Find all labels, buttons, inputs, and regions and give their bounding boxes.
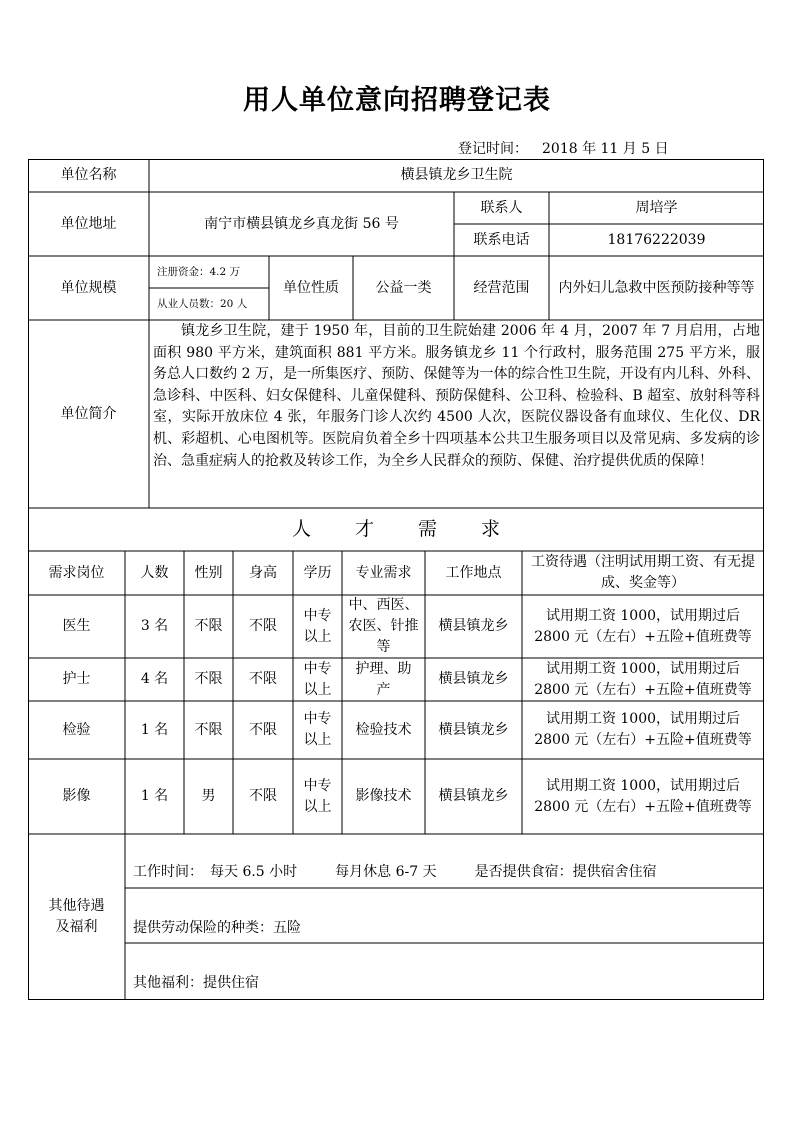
row4-major: 影像技术 (355, 788, 412, 804)
row1-height: 不限 (249, 618, 277, 634)
header-major: 专业需求 (355, 564, 412, 581)
header-height: 身高 (249, 564, 277, 581)
contact-phone-label: 联系电话 (473, 231, 530, 248)
row2-location: 横县镇龙乡 (438, 671, 509, 687)
staff-count: 从业人员数：20 人 (157, 297, 248, 310)
row3-pay: 试用期工资 1000，试用期过后 2800 元（左右）+五险+值班费等 (534, 711, 752, 748)
unit-intro-label: 单位简介 (60, 405, 117, 422)
row3-count: 1 名 (140, 721, 169, 738)
row2-education: 中专以上 (303, 660, 332, 698)
row2-pay: 试用期工资 1000，试用期过后 2800 元（左右）+五险+值班费等 (534, 660, 752, 698)
business-scope-label: 经营范围 (473, 279, 530, 296)
header-count: 人数 (140, 564, 169, 581)
work-time: 工作时间： 每天 6.5 小时 (133, 864, 298, 880)
unit-nature-value: 公益一类 (375, 279, 432, 296)
rest-days: 每月休息 6-7 天 (335, 864, 437, 880)
contact-person-label: 联系人 (480, 199, 523, 216)
row4-pay: 试用期工资 1000，试用期过后 2800 元（左右）+五险+值班费等 (534, 777, 752, 815)
unit-address-value: 南宁市横县镇龙乡真龙街 56 号 (204, 215, 399, 232)
registration-date (458, 138, 669, 158)
row3-location: 横县镇龙乡 (438, 721, 509, 738)
header-pay: 工资待遇（注明试用期工资、有无提成、奖金等） (531, 554, 755, 591)
page-title: 用人单位意向招聘登记表 (243, 85, 551, 116)
row4-height: 不限 (249, 788, 277, 804)
row2-gender: 不限 (194, 671, 223, 687)
row4-count: 1 名 (140, 788, 169, 804)
work-schedule-line (133, 861, 657, 881)
row2-height: 不限 (249, 671, 277, 687)
unit-scale-label: 单位规模 (60, 279, 117, 296)
row4-gender: 男 (201, 788, 216, 804)
registered-capital: 注册资金：4.2 万 (157, 265, 241, 278)
other-benefits-label: 其他待遇及福利 (48, 898, 105, 935)
row4-post: 影像 (62, 788, 91, 804)
row1-pay: 试用期工资 1000，试用期过后 2800 元（左右）+五险+值班费等 (534, 607, 752, 645)
row1-post: 医生 (62, 618, 91, 634)
unit-name-value: 横县镇龙乡卫生院 (400, 167, 513, 183)
row3-major: 检验技术 (355, 721, 412, 738)
row3-height: 不限 (249, 721, 277, 738)
contact-person-value: 周培学 (635, 199, 678, 216)
unit-nature-label: 单位性质 (283, 279, 339, 296)
row2-major: 护理、助产 (355, 660, 412, 698)
header-gender: 性别 (194, 564, 223, 581)
unit-name-label: 单位名称 (60, 167, 117, 183)
registration-date-value: 2018 年 11 月 5 日 (542, 141, 669, 157)
header-location: 工作地点 (445, 564, 502, 581)
row3-post: 检验 (62, 721, 91, 738)
row4-location: 横县镇龙乡 (438, 788, 509, 804)
row2-post: 护士 (62, 671, 91, 687)
header-post: 需求岗位 (48, 564, 105, 581)
row1-major: 中、西医、农医、针推等 (348, 597, 419, 655)
row2-count: 4 名 (140, 671, 169, 687)
contact-phone-value: 18176222039 (607, 231, 706, 248)
row1-gender: 不限 (194, 618, 223, 634)
unit-intro-text: 镇龙乡卫生院，建于 1950 年，目前的卫生院始建 2006 年 4 月，2007 年 7 月启用，占地面积 980 平方米，建筑面积 881 平方米。服务镇龙乡 11 个行政村，服务范围 275 平方米，服务总人口数约 2 万，是一所集医疗、预防、保健等为一体的综合性卫生院，开设有内儿科、外科、急诊科、中医科、妇女保健科、儿童保健科、预防保健科、公卫科、检验科、B 超室、放射科等科室，实际开放床位 4 张，年服务门诊人次约 4500 人次，医院仪器设备有血球仪、生化仪、DR 机、彩超机、心电图机等。医院肩负着全乡十四项基本公共卫生服务项目以及常见病、多发病的诊治、急重症病人的抢救及转诊工作，为全乡人民群众的预防、保健、治疗提供优质的保障！ (153, 323, 760, 469)
row1-education: 中专以上 (303, 607, 332, 645)
welfare-line: 其他福利：提供住宿 (133, 975, 259, 991)
talent-demand-heading: 人 才 需 求 (291, 518, 501, 540)
recruitment-form-table (28, 159, 764, 1000)
registration-date-label: 登记时间： (458, 141, 528, 157)
row1-location: 横县镇龙乡 (438, 618, 509, 634)
insurance-line: 提供劳动保险的种类：五险 (133, 920, 301, 936)
row4-education: 中专以上 (303, 777, 332, 815)
header-education: 学历 (303, 564, 332, 581)
row1-count: 3 名 (140, 618, 169, 634)
board-lodging: 是否提供食宿：提供宿舍住宿 (474, 864, 657, 880)
row3-gender: 不限 (194, 721, 223, 738)
business-scope-value: 内外妇儿急救中医预防接种等等 (558, 279, 755, 296)
row3-education: 中专以上 (303, 711, 332, 748)
unit-address-label: 单位地址 (60, 215, 117, 232)
